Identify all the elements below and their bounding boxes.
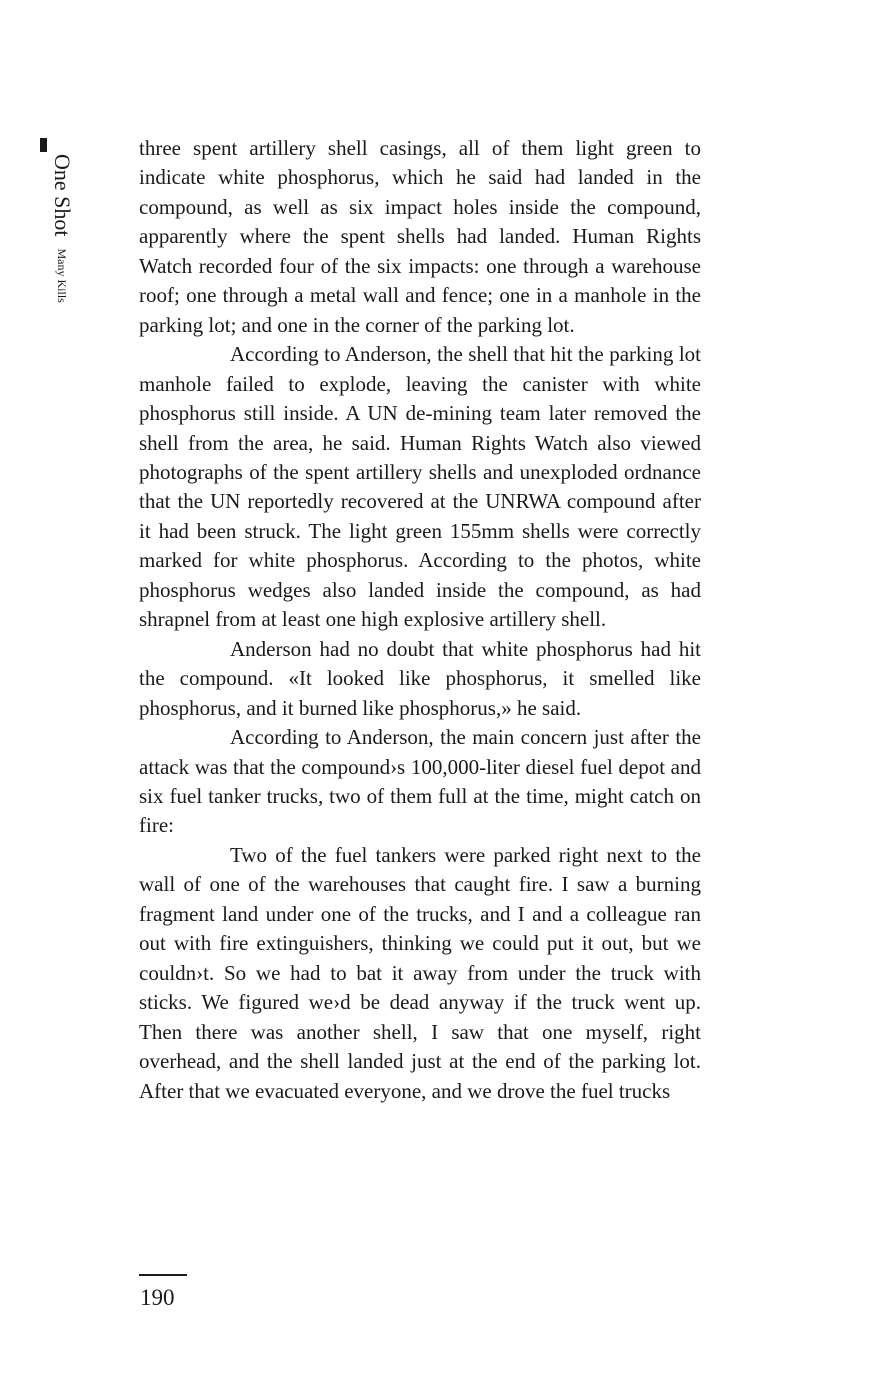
paragraph: According to Anderson, the shell that hit the parking lot manhole failed to explode, leaving the canister with white phosphorus still inside. A UN de-mining team later removed the shell from the area, he said. Human Rights Watch also viewed photographs of the spent artillery shells and unexploded ordnance that the UN reportedly recovered at the UNRWA compound after it had been struck. The light green 155mm shells were correctly marked for white phosphorus. According to the photos, white phosphorus wedges also landed inside the compound, as had shrapnel from at least one high explosive artillery shell. bbox=[139, 342, 701, 632]
page-number: 190 bbox=[140, 1285, 175, 1310]
block-quote-paragraph: Two of the fuel tankers were parked right next to the wall of one of the warehouses that caught fire. I saw a burning fragment land under one of the trucks, and I and a colleague ran out with fire extinguishers, thinking we could put it out, but we couldn›t. So we had to bat it away from under the truck with sticks. We figured we›d be dead anyway if the truck went up. Then there was another shell, I saw that one myself, right overhead, and the shell landed just at the end of the parking lot. After that we evacuated everyone, and we drove the fuel trucks bbox=[139, 842, 701, 1103]
paragraph: According to Anderson, the main concern just after the attack was that the compound›s 100,000-liter diesel fuel depot and six fuel tanker trucks, two of them full at the time, might catch on fire: bbox=[139, 725, 701, 838]
paragraph: three spent artillery shell casings, all of them light green to indicate white phosphorus, which he said had landed in the compound, as well as six impact holes inside the compound, apparently where the spent shells had landed. Human Rights Watch recorded four of the six impacts: one through a warehouse roof; one through a metal wall and fence; one in a manhole in the parking lot; and one in the corner of the parking lot. bbox=[139, 136, 701, 337]
paragraph: Anderson had no doubt that white phosphorus had hit the compound. «It looked like phosphorus, it smelled like phosphorus, and it burned like phosphorus,» he said. bbox=[139, 636, 701, 720]
running-head bbox=[40, 154, 74, 354]
footer-rule bbox=[139, 1274, 187, 1276]
running-head-author: Many Kills bbox=[55, 248, 69, 303]
running-head-title: One Shot bbox=[50, 154, 75, 237]
running-head-marker bbox=[40, 138, 47, 152]
body-text bbox=[139, 134, 701, 1106]
